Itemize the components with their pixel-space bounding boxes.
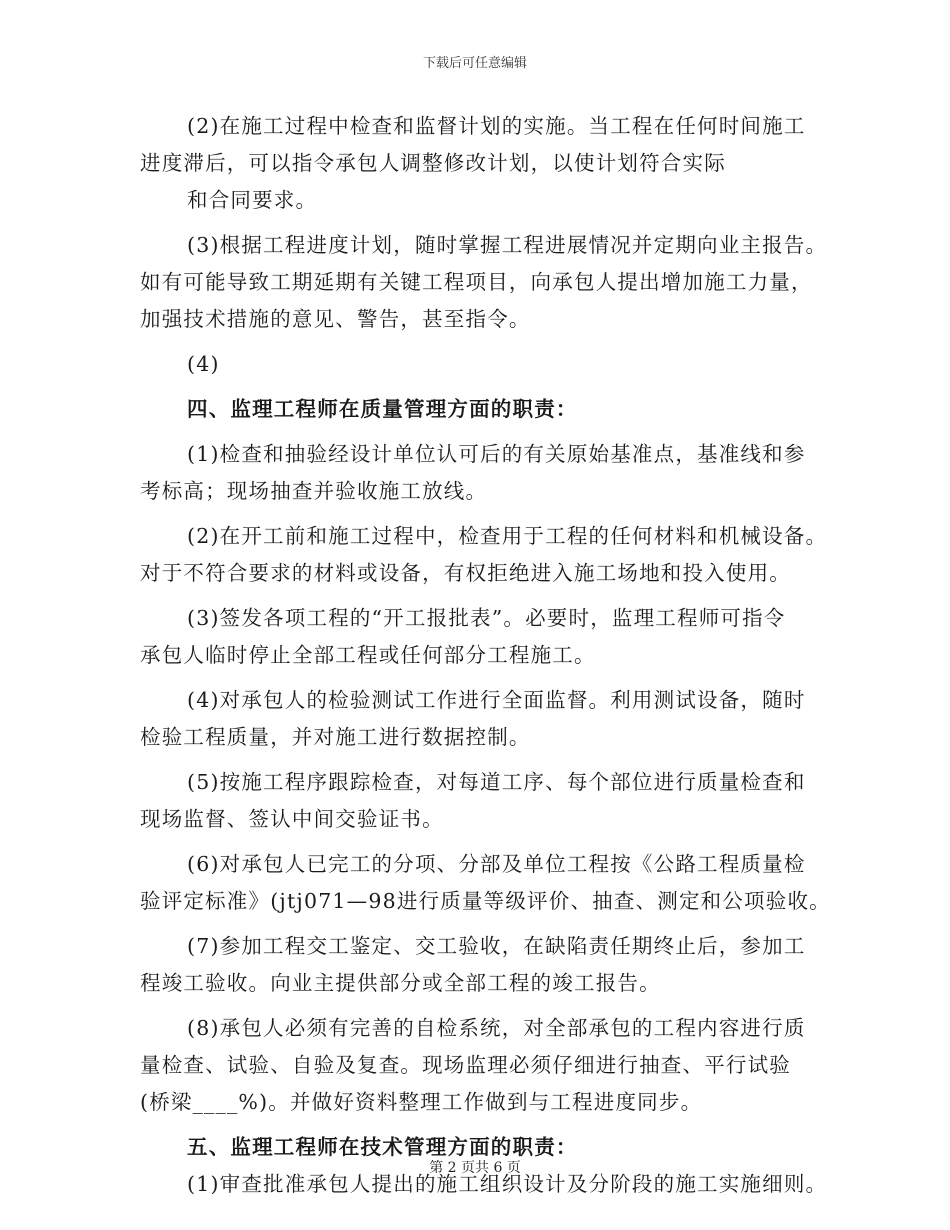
text-line: (4)对承包人的检验测试工作进行全面监督。利用测试设备，随时 [187,688,806,712]
text-line: 验评定标准》(jtj071—98进行质量等级评价、抽查、测定和公项验收。 [140,889,831,913]
text-line: (7)参加工程交工鉴定、交工验收，在缺陷责任期终止后，参加工 [187,934,806,958]
body-text [140,108,831,1203]
text-line: (1)检查和抽验经设计单位认可后的有关原始基准点，基准线和参 [187,442,806,466]
text-line: (3)签发各项工程的“开工报批表”。必要时，监理工程师可指令 [187,606,786,630]
section-heading: 四、监理工程师在质量管理方面的职责： [187,397,578,421]
text-line: (5)按施工程序跟踪检查，对每道工序、每个部位进行质量检查和 [187,770,806,794]
text-line: (4) [187,352,220,376]
text-line: 和合同要求。 [187,188,318,212]
text-line: (3)根据工程进度计划，随时掌握工程进展情况并定期向业主报告。 [187,233,828,257]
section-heading: 五、监理工程师在技术管理方面的职责： [187,1135,578,1159]
text-line: (2)在开工前和施工过程中，检查用于工程的任何材料和机械设备。 [187,524,828,548]
text-line: (2)在施工过程中检查和监督计划的实施。当工程在任何时间施工 [187,114,806,138]
text-line: (桥梁____%)。并做好资料整理工作做到与工程进度同步。 [140,1090,703,1114]
page-footer: 第 2 页共 6 页 [429,1160,521,1176]
text-line: 量检查、试验、自验及复查。现场监理必须仔细进行抽查、平行试验 [140,1053,791,1077]
text-line: 现场监督、签认中间交验证书。 [140,807,444,831]
text-line: 检验工程质量，并对施工进行数据控制。 [140,725,531,749]
text-line: 如有可能导致工期延期有关键工程项目，向承包人提出增加施工力量， [140,270,813,294]
text-line: 进度滞后，可以指令承包人调整修改计划，以使计划符合实际 [140,151,726,175]
text-line: (6)对承包人已完工的分项、分部及单位工程按《公路工程质量检 [187,852,806,876]
text-line: 对于不符合要求的材料或设备，有权拒绝进入施工场地和投入使用。 [140,561,791,585]
text-line: (8)承包人必须有完善的自检系统，对全部承包的工程内容进行质 [187,1016,806,1040]
text-line: 程竣工验收。向业主提供部分或全部工程的竣工报告。 [140,971,661,995]
text-line: 考标高；现场抽查并验收施工放线。 [140,479,488,503]
page-header: 下载后可任意编辑 [422,56,527,71]
text-line: 承包人临时停止全部工程或任何部分工程施工。 [140,643,596,667]
text-line: 加强技术措施的意见、警告，甚至指令。 [140,307,531,331]
text-line: (1)审查批准承包人提出的施工组织设计及分阶段的施工实施细则。 [187,1172,828,1196]
